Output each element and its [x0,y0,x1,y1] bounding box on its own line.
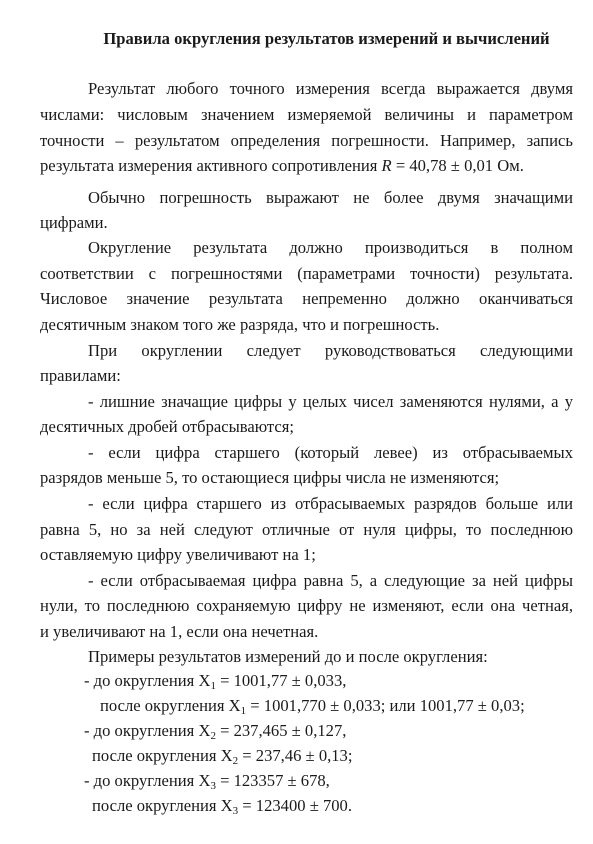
example-line [84,668,346,693]
subscript: 3 [232,805,239,817]
example-line [92,743,352,768]
subscript: 1 [240,705,247,717]
paragraph-line: цифрами. [40,213,108,232]
page-title: Правила округления результатов измерений и вычислений [103,29,550,48]
variable-r: R [381,156,392,175]
example-line [92,793,352,818]
rule-line: и увеличивают на 1, если она нечетная. [40,622,319,641]
paragraph-line [40,153,524,178]
paragraph-line: числами: числовым значением измеряемой величины и параметром [40,105,573,124]
rule-line: - если цифра старшего (который левее) из отбрасываемых [88,443,573,462]
text: = 123400 ± 700. [238,796,353,815]
example-line [100,693,525,718]
text: результата измерения активного сопротивления [40,156,382,175]
subscript: 2 [210,730,216,742]
paragraph-line: Числовое значение результата непременно должно оканчиваться [40,289,573,308]
text: = 40,78 ± 0,01 Ом. [391,156,524,175]
text: после округления X [100,696,241,715]
text: = 1001,77 ± 0,033, [215,671,347,690]
text: = 237,465 ± 0,127, [215,721,347,740]
rule-line: нули, то последнюю сохраняемую цифру не изменяют, если она четная, [40,596,573,615]
examples-heading: Примеры результатов измерений до и после округления: [88,647,488,666]
text: после округления X [92,796,233,815]
text: - до округления X [84,771,211,790]
subscript: 2 [232,755,239,767]
example-line [84,768,330,793]
paragraph-line: Округление результата должно производиться в полном [88,238,573,257]
paragraph-line: Обычно погрешность выражают не более двумя значащими [88,188,573,207]
rule-line: разрядов меньше 5, то остающиеся цифры числа не изменяются; [40,468,500,487]
paragraph-line: точности – результатом определения погрешности. Например, запись [40,131,573,150]
subscript: 3 [210,780,216,792]
example-line [84,718,346,743]
text: - до округления X [84,671,211,690]
text: - до округления X [84,721,211,740]
text: = 123357 ± 678, [215,771,330,790]
paragraph-line: правилами: [40,366,121,385]
text: = 237,46 ± 0,13; [238,746,353,765]
rule-line: - если отбрасываемая цифра равна 5, а следующие за ней цифры [88,571,573,590]
paragraph-line: Результат любого точного измерения всегда выражается двумя [88,79,573,98]
rule-line: десятичных дробей отбрасываются; [40,417,294,436]
rule-line: - если цифра старшего из отбрасываемых разрядов больше или [88,494,573,513]
paragraph-line: При округлении следует руководствоваться следующими [88,341,573,360]
rule-line: равна 5, но за ней следуют отличные от нуля цифры, то последнюю [40,520,573,539]
rule-line: оставляемую цифру увеличивают на 1; [40,545,316,564]
text: после округления X [92,746,233,765]
paragraph-line: десятичным знаком того же разряда, что и погрешность. [40,315,440,334]
text: = 1001,770 ± 0,033; или 1001,77 ± 0,03; [246,696,525,715]
subscript: 1 [210,680,216,692]
rule-line: - лишние значащие цифры у целых чисел заменяются нулями, а у [88,392,573,411]
paragraph-line: соответствии с погрешностями (параметрами точности) результата. [40,264,573,283]
